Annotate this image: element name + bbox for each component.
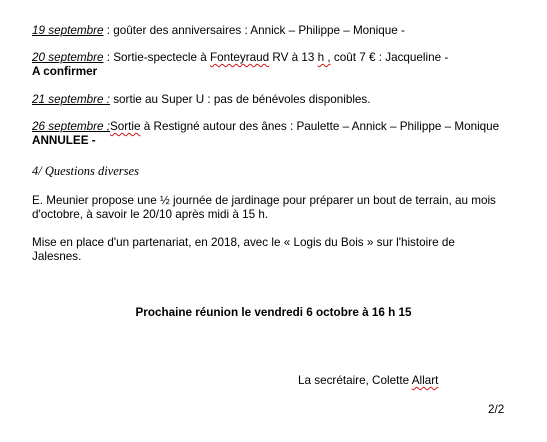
signature <box>298 374 438 389</box>
spellcheck-word: Sortie <box>109 120 141 133</box>
event-text: RV à 13 <box>269 51 318 64</box>
paragraph-line: d'octobre, à savoir le 20/10 après midi à 15 h. <box>32 208 269 221</box>
event-date: 21 septembre : <box>32 93 110 106</box>
event-text: à Restigné autour des ânes : Paulette – Annick – Philippe – Monique <box>140 120 500 133</box>
event-date: 20 septembre <box>32 51 104 64</box>
event-date: 26 septembre ; <box>32 120 110 133</box>
event-note-confirm: A confirmer <box>32 65 98 78</box>
event-text: : Sortie-spectecle à <box>103 51 211 64</box>
event-note-cancelled: ANNULEE - <box>32 134 96 147</box>
spellcheck-word: Fonteyraud <box>210 51 270 64</box>
event-21-sept <box>32 93 371 108</box>
event-text: : goûter des anniversaires : Annick – Philippe – Monique - <box>103 24 405 37</box>
paragraph-line: E. Meunier propose une ½ journée de jardinage pour préparer un bout de terrain, au mois <box>32 194 496 207</box>
signature-label: La secrétaire, Colette <box>298 374 412 387</box>
next-meeting: Prochaine réunion le vendredi 6 octobre à 16 h 15 <box>135 306 412 319</box>
section-heading: 4/ Questions diverses <box>32 164 139 178</box>
event-20-sept <box>32 51 448 66</box>
spellcheck-word: h , <box>317 51 331 64</box>
event-text: sortie au Super U : pas de bénévoles disponibles. <box>109 93 371 106</box>
event-text: coût 7 € : Jacqueline - <box>330 51 449 64</box>
event-26-sept <box>32 120 499 135</box>
paragraph-line: Jalesnes. <box>32 250 82 263</box>
event-date: 19 septembre <box>32 24 104 37</box>
page-number: 2/2 <box>488 403 505 416</box>
event-19-sept <box>32 24 405 39</box>
paragraph-line: Mise en place d'un partenariat, en 2018, avec le « Logis du Bois » sur l'histoire de <box>32 236 455 249</box>
signature-name: Allart <box>411 374 439 387</box>
